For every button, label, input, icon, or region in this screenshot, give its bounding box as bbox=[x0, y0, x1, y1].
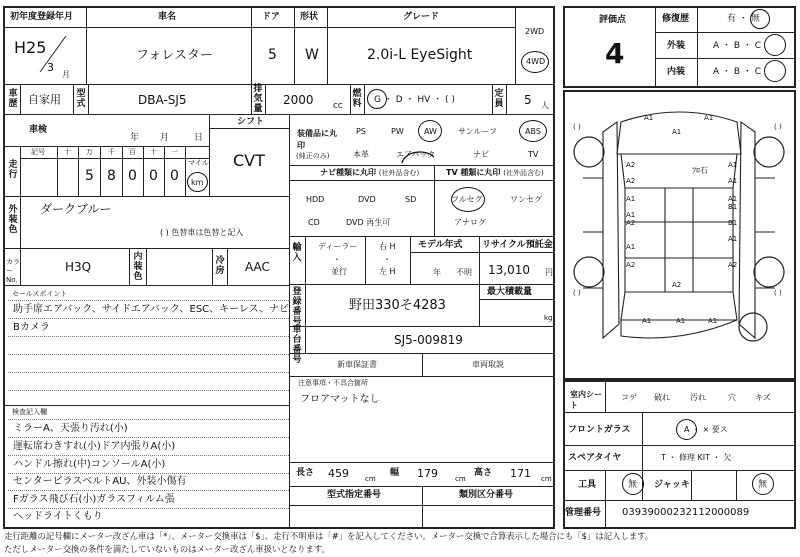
ac-value: AAC bbox=[245, 260, 270, 274]
airbag-partial-circle bbox=[398, 139, 438, 165]
import-label: 輸入 bbox=[292, 243, 302, 263]
tv-oneseg: ワンセグ bbox=[510, 195, 542, 204]
seat-hole: 穴 bbox=[728, 393, 736, 402]
diag-label: A2 bbox=[728, 261, 738, 269]
check-item-5: Fガラス飛び石(小)ガラスフィルム張 bbox=[13, 494, 175, 505]
import-left-h: 左 H bbox=[379, 267, 396, 276]
first-reg-era: H25 bbox=[14, 38, 47, 57]
shift-label: シフト bbox=[237, 117, 265, 127]
mileage-digit-5: 0 bbox=[170, 168, 179, 184]
width-label: 幅 bbox=[390, 468, 400, 478]
chassis-label: 車台番号 bbox=[292, 325, 302, 365]
diag-label: A1 bbox=[728, 161, 738, 169]
interior-c-circle bbox=[764, 60, 786, 82]
unit-h2: 千 bbox=[108, 148, 115, 156]
diag-label: A1 bbox=[642, 317, 652, 325]
diag-label: A1 bbox=[626, 211, 636, 219]
equip-navi: ナビ bbox=[473, 150, 489, 159]
chassis-value: SJ5-009819 bbox=[394, 333, 463, 347]
diag-label: A1 bbox=[728, 177, 738, 185]
length-cm: cm bbox=[365, 475, 376, 483]
usage-label: 車歴 bbox=[8, 89, 18, 109]
seat-scratch: キズ bbox=[755, 393, 771, 402]
notes-label: 注意事項・不具合箇所 bbox=[298, 379, 368, 387]
mileage-label: 走行 bbox=[8, 160, 18, 180]
exterior-color-label: 外装色 bbox=[8, 205, 18, 235]
sales-point-2: Bカメラ bbox=[13, 322, 50, 333]
mileage-digit-4: 0 bbox=[149, 168, 158, 184]
tools-label: 工具 bbox=[578, 480, 597, 490]
import-parallel: 並行 bbox=[331, 267, 347, 276]
front-glass-a-circle bbox=[676, 419, 697, 440]
mileage-digit-3: 0 bbox=[128, 168, 137, 184]
tv-type-label: TV 種類に丸印 (社外品含む) bbox=[446, 168, 544, 177]
color-change-note: ( ) 色替車は色替と記入 bbox=[160, 228, 244, 237]
equipment-sub-label: (純正のみ) bbox=[296, 152, 330, 160]
exterior-label: 外装 bbox=[667, 41, 686, 51]
jack-value: 無 bbox=[758, 480, 768, 490]
management-number-value: 03939000232112000089 bbox=[622, 507, 750, 518]
month-unit: 月 bbox=[62, 70, 70, 79]
front-glass-options: A ・ × 要ス bbox=[684, 425, 728, 434]
seat-tear: 破れ bbox=[654, 393, 670, 402]
check-item-2: 運転席わきすれ(小)ドア内張りA(小) bbox=[13, 441, 176, 452]
model-value: DBA-SJ5 bbox=[138, 93, 187, 107]
fuel-label: 燃料 bbox=[352, 89, 362, 109]
km-label: km bbox=[191, 178, 204, 187]
manual-label: 車両取説 bbox=[472, 360, 504, 369]
shape-label: 形状 bbox=[300, 12, 319, 22]
interior-options: A ・ B ・ C bbox=[713, 67, 762, 77]
diag-label: A1 bbox=[672, 128, 682, 136]
equip-pw: PW bbox=[391, 127, 404, 136]
class-number-label: 類別区分番号 bbox=[459, 490, 514, 500]
grade-label: グレード bbox=[403, 12, 440, 22]
diag-label: A1 bbox=[644, 114, 654, 122]
model-label: 型式 bbox=[76, 89, 86, 109]
equip-sunroof: サンルーフ bbox=[458, 127, 497, 136]
diag-label: A1 bbox=[676, 317, 686, 325]
navi-type-label: ナビ種類に丸印 (社外品含む) bbox=[320, 168, 420, 177]
diag-label: A1 bbox=[704, 114, 714, 122]
fuel-g-circle bbox=[367, 89, 387, 109]
equip-tv: TV bbox=[528, 150, 539, 159]
interior-label: 内装 bbox=[667, 67, 686, 77]
score-label: 評価点 bbox=[599, 15, 627, 25]
diag-label: A1 bbox=[626, 195, 636, 203]
sales-point-1: 助手席エアバック、サイドエアバック、ESC、キーレス、ナビ bbox=[13, 304, 289, 315]
front-glass-label: フロントガラス bbox=[568, 425, 631, 435]
equip-ps: PS bbox=[356, 127, 366, 136]
model-year-unit: 年 bbox=[433, 268, 441, 277]
max-load-unit: kg bbox=[544, 314, 553, 322]
first-reg-month: 3 bbox=[47, 61, 54, 74]
capacity-label: 定員 bbox=[494, 89, 504, 109]
score-value: 4 bbox=[605, 37, 625, 70]
navi-dvd-play: DVD 再生可 bbox=[346, 218, 391, 227]
max-load-label: 最大積載量 bbox=[487, 287, 533, 297]
repair-history-options: 有 ・ 無 bbox=[727, 14, 760, 24]
tools-none-circle bbox=[622, 473, 644, 495]
seat-label: 室内シート bbox=[570, 390, 602, 410]
shift-value: CVT bbox=[233, 151, 265, 170]
sales-points-label: セールスポイント bbox=[12, 290, 68, 298]
diag-label: A2 bbox=[626, 161, 636, 169]
mileage-record-label: 記号 bbox=[31, 148, 45, 156]
warranty-label: 新車保証書 bbox=[337, 360, 377, 369]
mileage-digit-2: 8 bbox=[107, 168, 116, 184]
registration-label: 登録番号 bbox=[292, 287, 302, 327]
model-year-label: モデル年式 bbox=[418, 240, 463, 250]
inspection-month-unit: 月 bbox=[160, 133, 170, 143]
diag-paren: ( ) bbox=[774, 123, 782, 131]
person-unit: 人 bbox=[541, 101, 549, 110]
inspection-label: 車検 bbox=[29, 125, 48, 135]
management-number-label: 管理番号 bbox=[565, 508, 602, 518]
registration-value: 野田330そ4283 bbox=[349, 298, 446, 313]
recycle-label: リサイクル預託金 bbox=[482, 240, 553, 250]
unit-h3: 百 bbox=[129, 148, 136, 156]
width-cm: cm bbox=[455, 475, 466, 483]
diag-label: B1 bbox=[728, 219, 738, 227]
diag-label: A2 bbox=[626, 261, 636, 269]
navi-cd: CD bbox=[308, 218, 320, 227]
check-item-3: ハンドル擦れ(中)コンソールA(小) bbox=[13, 459, 166, 470]
import-dot: ・ bbox=[333, 255, 341, 264]
import-dot-2: ・ bbox=[383, 255, 391, 264]
height-value: 171 bbox=[510, 467, 531, 480]
tools-value: 無 bbox=[628, 480, 638, 490]
interior-color-label: 内装色 bbox=[133, 252, 143, 282]
diag-label: A2 bbox=[672, 281, 682, 289]
height-label: 高さ bbox=[474, 468, 493, 478]
unit-h1: 万 bbox=[86, 148, 93, 156]
color-no-value: H3Q bbox=[65, 260, 92, 274]
width-value: 179 bbox=[417, 467, 438, 480]
displacement-value: 2000 bbox=[283, 93, 314, 107]
recycle-yen: 円 bbox=[545, 268, 553, 277]
fuel-options: G ・ D ・ HV ・ ( ) bbox=[374, 95, 455, 105]
mileage-digit-1: 5 bbox=[85, 168, 94, 184]
equip-leather: 本革 bbox=[353, 150, 369, 159]
car-name-label: 車名 bbox=[158, 12, 177, 22]
notes-value: フロアマットなし bbox=[300, 394, 380, 405]
year-label: 初年度登録年月 bbox=[10, 12, 74, 22]
import-dealer: ディーラー bbox=[318, 242, 358, 251]
usage-value: 自家用 bbox=[28, 93, 61, 106]
inspection-year-unit: 年 bbox=[130, 133, 140, 143]
repair-none-circle bbox=[750, 9, 770, 29]
equip-airbag: エアバック bbox=[396, 150, 436, 159]
ac-label: 冷房 bbox=[215, 256, 225, 276]
navi-hdd: HDD bbox=[306, 195, 325, 204]
diag-paren: ( ) bbox=[573, 123, 581, 131]
check-item-6: ヘッドライトくもり bbox=[13, 511, 103, 522]
equip-abs-circle bbox=[519, 120, 547, 142]
exterior-options: A ・ B ・ C bbox=[713, 41, 762, 51]
exterior-color-value: ダークブルー bbox=[40, 202, 112, 216]
diag-label: A1 bbox=[728, 235, 738, 243]
jack-label: ジャッキ bbox=[654, 480, 690, 490]
color-no-label: カラーNo. bbox=[6, 258, 20, 284]
check-item-1: ミラーA、天張り汚れ(小) bbox=[13, 423, 128, 434]
grade-value: 2.0i-L EyeSight bbox=[367, 47, 473, 63]
body-shape: W bbox=[305, 47, 319, 63]
unit-h0: 十 bbox=[64, 148, 71, 156]
navi-dvd: DVD bbox=[358, 195, 376, 204]
length-label: 長さ bbox=[296, 468, 315, 478]
height-cm: cm bbox=[541, 475, 552, 483]
door-count: 5 bbox=[268, 47, 277, 63]
spare-tire-options: T ・ 修理 KIT ・ 欠 bbox=[661, 453, 732, 462]
type-designation-label: 型式指定番号 bbox=[327, 490, 382, 500]
model-year-unknown: 不明 bbox=[456, 268, 472, 277]
door-label: ドア bbox=[262, 12, 280, 22]
recycle-value: 13,010 bbox=[488, 263, 530, 277]
mile-label: マイル bbox=[188, 159, 209, 167]
spare-tire-label: スペアタイヤ bbox=[568, 453, 622, 463]
car-name-value: フォレスター bbox=[136, 48, 213, 63]
equipment-label: 装備品に丸印 bbox=[297, 129, 337, 150]
tv-analog: アナログ bbox=[454, 218, 486, 227]
capacity-value: 5 bbox=[524, 93, 532, 107]
diag-label: A2 bbox=[626, 177, 636, 185]
diag-label: B1 bbox=[728, 203, 738, 211]
tv-fullseg: フルセグ bbox=[451, 195, 483, 204]
navi-sd: SD bbox=[405, 195, 417, 204]
inspection-day-unit: 日 bbox=[194, 133, 204, 143]
diag-label: A1 bbox=[708, 317, 718, 325]
drive-4wd: 4WD bbox=[526, 57, 546, 66]
jack-none-circle bbox=[752, 473, 774, 495]
seat-burn: コゲ bbox=[621, 393, 637, 402]
tv-fullseg-circle bbox=[451, 187, 485, 212]
footer-note-2: ただしメーター交換の条件を満たしていないものはメーター改ざん車扱いとなります。 bbox=[4, 544, 330, 554]
equip-abs: ABS bbox=[525, 127, 541, 136]
diag-paren: ( ) bbox=[774, 289, 782, 297]
equip-aw: AW bbox=[424, 127, 437, 136]
check-items-label: 検査記入欄 bbox=[12, 408, 47, 416]
diag-label: A2 bbox=[626, 219, 636, 227]
diag-paren: ( ) bbox=[573, 289, 581, 297]
displacement-label: 排気量 bbox=[253, 84, 263, 114]
seat-dirt: 汚れ bbox=[690, 393, 706, 402]
footer-note-1: 走行距離の記号欄にメーター改ざん車は「*」、メーター交換車は「$」、走行不明車は「#」を記入してください。メーター交換で合算表示した場合にも「$」は記入します。 bbox=[4, 531, 654, 541]
length-value: 459 bbox=[328, 467, 349, 480]
diag-front-chip: ﾌﾛ石 bbox=[692, 166, 708, 175]
diag-label: A1 bbox=[626, 243, 636, 251]
repair-history-label: 修復歴 bbox=[662, 14, 690, 24]
exterior-c-circle bbox=[764, 34, 786, 56]
cc-unit: CC bbox=[333, 102, 343, 110]
unit-h5: 一 bbox=[171, 148, 178, 156]
unit-h4: 十 bbox=[150, 148, 157, 156]
drive-4wd-circle bbox=[521, 51, 549, 73]
km-circle bbox=[187, 172, 208, 192]
drive-2wd: 2WD bbox=[525, 27, 545, 36]
check-item-4: センターピラスベルトAU、外装小傷有 bbox=[13, 476, 187, 487]
diag-label: A1 bbox=[728, 195, 738, 203]
import-right-h: 右 H bbox=[379, 242, 396, 251]
